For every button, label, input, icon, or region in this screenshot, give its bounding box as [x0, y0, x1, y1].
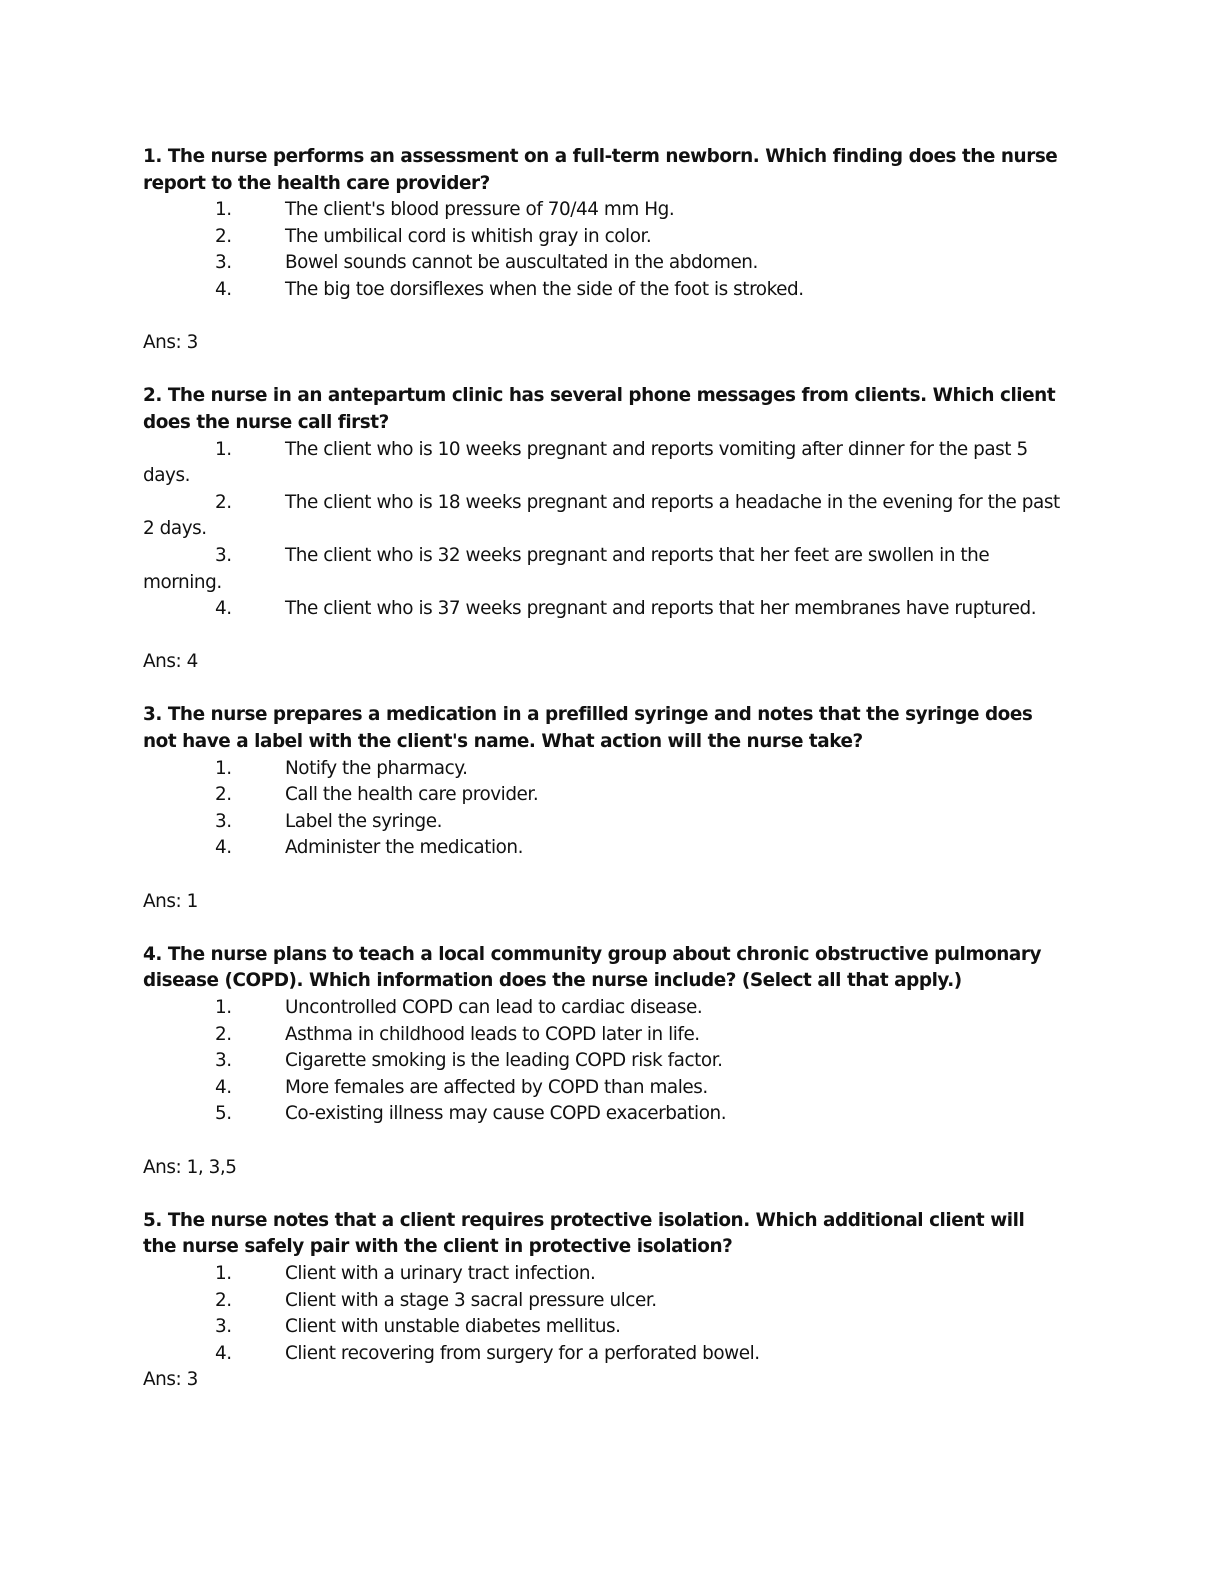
- option-number: 2.: [215, 1023, 232, 1045]
- question-stem: 3. The nurse prepares a medication in a prefilled syringe and notes that the syringe does not have a label with the client's name. What action will the nurse take?: [143, 704, 1033, 753]
- option-text: The client who is 37 weeks pregnant and reports that her membranes have ruptured.: [285, 598, 1037, 620]
- option-number: 4.: [215, 837, 232, 859]
- option-text: Call the health care provider.: [285, 784, 539, 806]
- answer-line: Ans: 1, 3,5: [143, 1156, 237, 1178]
- option-item: [143, 995, 1063, 1022]
- option-item: [143, 1261, 1063, 1288]
- option-text: Client with a stage 3 sacral pressure ulcer.: [285, 1289, 657, 1311]
- option-item: [143, 1022, 1063, 1049]
- option-text: Bowel sounds cannot be auscultated in the abdomen.: [285, 252, 758, 274]
- option-number: 4.: [215, 1076, 232, 1098]
- question-2: [143, 383, 1063, 676]
- option-text: Uncontrolled COPD can lead to cardiac disease.: [285, 997, 703, 1018]
- option-number: 1.: [215, 1262, 232, 1284]
- option-list: [143, 1261, 1063, 1367]
- option-item: [143, 437, 1063, 490]
- answer-line: Ans: 4: [143, 651, 198, 673]
- question-1: [143, 144, 1063, 357]
- question-3: [143, 702, 1063, 915]
- option-number: 1.: [215, 757, 232, 779]
- option-list: [143, 437, 1063, 623]
- option-number: 1.: [215, 997, 232, 1018]
- option-number: 3.: [215, 252, 232, 274]
- option-text: Notify the pharmacy.: [285, 757, 468, 779]
- option-text: The client who is 10 weeks pregnant and reports vomiting after dinner for the past 5 days.: [143, 438, 1028, 487]
- option-item: [143, 756, 1063, 783]
- option-text: Administer the medication.: [285, 837, 524, 859]
- question-5: [143, 1208, 1063, 1394]
- option-text: More females are affected by COPD than males.: [285, 1076, 708, 1098]
- option-item: [143, 1101, 1063, 1128]
- option-number: 3.: [215, 1050, 232, 1072]
- option-number: 2.: [215, 491, 232, 513]
- option-item: [143, 809, 1063, 836]
- option-item: [143, 1341, 1063, 1368]
- option-item: [143, 490, 1063, 543]
- option-number: 2.: [215, 225, 232, 247]
- question-stem: 5. The nurse notes that a client requires protective isolation. Which additional client will the nurse safely pair with the client in protective isolation?: [143, 1209, 1025, 1258]
- option-item: [143, 782, 1063, 809]
- option-list: [143, 995, 1063, 1128]
- option-text: The umbilical cord is whitish gray in color.: [285, 225, 652, 247]
- option-list: [143, 756, 1063, 862]
- option-number: 3.: [215, 1316, 232, 1338]
- option-item: [143, 1075, 1063, 1102]
- option-item: [143, 1314, 1063, 1341]
- option-number: 4.: [215, 598, 232, 620]
- option-number: 3.: [215, 544, 232, 566]
- question-4: [143, 942, 1063, 1181]
- option-item: [143, 835, 1063, 862]
- option-text: Client with unstable diabetes mellitus.: [285, 1316, 621, 1338]
- option-number: 4.: [215, 278, 232, 300]
- question-stem: 4. The nurse plans to teach a local community group about chronic obstructive pulmonary disease (COPD). Which information does the nurse include? (Select all that apply.): [143, 943, 1042, 992]
- option-item: [143, 1048, 1063, 1075]
- option-list: [143, 197, 1063, 303]
- option-number: 2.: [215, 784, 232, 806]
- option-item: [143, 250, 1063, 277]
- option-text: Asthma in childhood leads to COPD later in life.: [285, 1023, 700, 1045]
- option-number: 5.: [215, 1103, 232, 1125]
- option-item: [143, 197, 1063, 224]
- answer-line: Ans: 3: [143, 1369, 198, 1391]
- option-item: [143, 1288, 1063, 1315]
- option-text: The client who is 18 weeks pregnant and reports a headache in the evening for the past 2 days.: [143, 491, 1060, 540]
- option-number: 1.: [215, 199, 232, 221]
- option-text: Client with a urinary tract infection.: [285, 1262, 596, 1284]
- document-page: [143, 144, 1063, 1421]
- option-text: Client recovering from surgery for a perforated bowel.: [285, 1342, 760, 1364]
- option-text: The big toe dorsiflexes when the side of the foot is stroked.: [285, 278, 804, 300]
- option-number: 1.: [215, 438, 232, 460]
- option-text: Label the syringe.: [285, 810, 443, 832]
- answer-line: Ans: 1: [143, 890, 198, 912]
- option-number: 2.: [215, 1289, 232, 1311]
- option-number: 3.: [215, 810, 232, 832]
- question-stem: 1. The nurse performs an assessment on a full-term newborn. Which finding does the nurse report to the health care provider?: [143, 146, 1058, 194]
- option-text: Cigarette smoking is the leading COPD risk factor.: [285, 1050, 723, 1072]
- option-text: The client's blood pressure of 70/44 mm Hg.: [285, 199, 675, 221]
- option-item: [143, 596, 1063, 623]
- option-item: [143, 224, 1063, 251]
- option-item: [143, 277, 1063, 304]
- option-item: [143, 543, 1063, 596]
- option-text: The client who is 32 weeks pregnant and reports that her feet are swollen in the morning.: [143, 544, 990, 593]
- question-stem: 2. The nurse in an antepartum clinic has several phone messages from clients. Which client does the nurse call first?: [143, 385, 1056, 433]
- option-text: Co-existing illness may cause COPD exacerbation.: [285, 1103, 727, 1125]
- answer-line: Ans: 3: [143, 332, 198, 354]
- option-number: 4.: [215, 1342, 232, 1364]
